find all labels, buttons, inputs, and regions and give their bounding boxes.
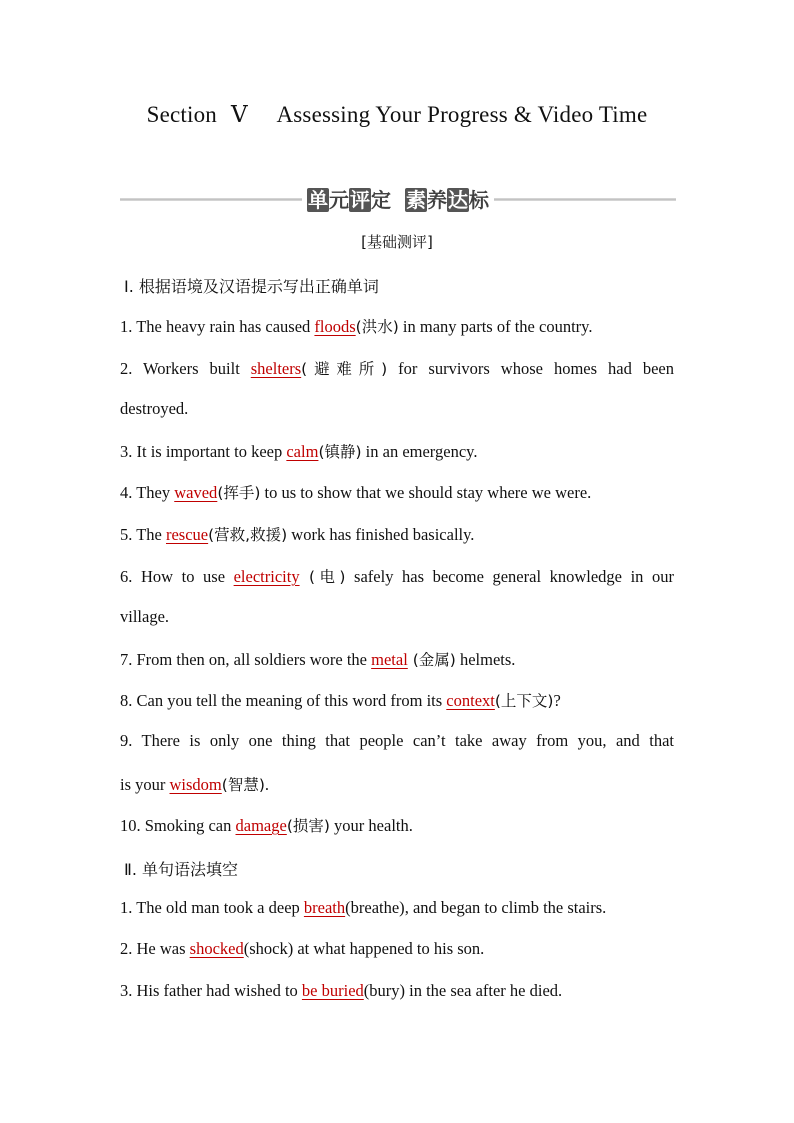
part1-item bbox=[120, 566, 674, 588]
part1-item-continued bbox=[120, 774, 674, 796]
item-text: safely has become general knowledge in our bbox=[345, 567, 674, 586]
part2-item bbox=[120, 938, 674, 960]
banner-char: 达 bbox=[448, 188, 468, 212]
item-text: 5. The bbox=[120, 525, 166, 544]
banner-char: 单 bbox=[308, 188, 328, 212]
item-text: 6. How to use bbox=[120, 567, 234, 586]
answer: be buried bbox=[301, 981, 364, 1000]
item-text: in the sea after he died. bbox=[405, 981, 563, 1000]
item-text: . bbox=[264, 775, 269, 794]
hint: (损害) bbox=[286, 817, 330, 835]
part2-item bbox=[120, 897, 674, 919]
part1-item-continued: village. bbox=[120, 607, 170, 626]
hint: (营救,救援) bbox=[208, 526, 288, 544]
answer: shelters bbox=[250, 359, 302, 378]
part2-item bbox=[120, 980, 674, 1002]
banner-char: 素 bbox=[406, 188, 426, 212]
part1-item-continued: destroyed. bbox=[120, 399, 189, 418]
hint: (bury) bbox=[363, 981, 406, 1000]
item-text: is your bbox=[120, 775, 170, 794]
title-section: Section bbox=[146, 102, 217, 127]
answer: waved bbox=[174, 483, 218, 502]
answer: breath bbox=[303, 898, 346, 917]
answer: calm bbox=[286, 442, 319, 461]
title-text: Assessing Your Progress & Video Time bbox=[276, 102, 648, 127]
banner-char: 元 bbox=[329, 188, 349, 212]
item-text: ? bbox=[553, 691, 561, 710]
hint: (避难所) bbox=[301, 360, 388, 378]
item-text: in many parts of the country. bbox=[398, 317, 593, 336]
banner-char: 评 bbox=[350, 188, 370, 212]
item-text: 1. The old man took a deep bbox=[120, 898, 304, 917]
banner-char: 养 bbox=[427, 188, 447, 212]
banner-char: 定 bbox=[371, 188, 391, 212]
item-text: 2. He was bbox=[120, 939, 190, 958]
answer: damage bbox=[235, 816, 287, 835]
answer: context bbox=[446, 691, 495, 710]
part2-heading: Ⅱ. 单句语法填空 bbox=[124, 860, 239, 879]
part1-item bbox=[120, 441, 674, 463]
item-text: for survivors whose homes had been bbox=[387, 359, 674, 378]
item-text: 1. The heavy rain has caused bbox=[120, 317, 315, 336]
item-text: work has finished basically. bbox=[287, 525, 475, 544]
item-text: 10. Smoking can bbox=[120, 816, 236, 835]
section-banner bbox=[120, 182, 676, 218]
item-text: 3. His father had wished to bbox=[120, 981, 302, 1000]
hint: (shock) bbox=[243, 939, 294, 958]
item-text: 2. Workers built bbox=[120, 359, 251, 378]
part1-item bbox=[120, 358, 674, 380]
banner-char: 标 bbox=[469, 188, 489, 212]
banner-label bbox=[308, 184, 488, 216]
hint: (智慧) bbox=[221, 776, 265, 794]
item-text: to us to show that we should stay where we were. bbox=[260, 483, 592, 502]
item-text: 7. From then on, all soldiers wore the bbox=[120, 650, 372, 669]
answer: wisdom bbox=[169, 775, 222, 794]
item-text: , and began to climb the stairs. bbox=[404, 898, 607, 917]
part1-item bbox=[120, 482, 674, 504]
part1-item bbox=[120, 690, 674, 712]
hint: (电) bbox=[299, 568, 346, 586]
item-text: 8. Can you tell the meaning of this word from its bbox=[120, 691, 447, 710]
part1-item bbox=[120, 815, 674, 837]
part1-item bbox=[120, 524, 674, 546]
answer: floods bbox=[314, 317, 356, 336]
answer: rescue bbox=[165, 525, 209, 544]
item-text: 4. They bbox=[120, 483, 175, 502]
item-text: your health. bbox=[329, 816, 413, 835]
hint: (金属) bbox=[407, 651, 456, 669]
part1-item: 9. There is only one thing that people can’t take away from you, and that bbox=[120, 731, 674, 750]
hint: (上下文) bbox=[494, 692, 554, 710]
title-section-number: Ⅴ bbox=[230, 102, 248, 127]
hint: (镇静) bbox=[318, 443, 362, 461]
answer: metal bbox=[371, 650, 408, 669]
subheading: [基础测评] bbox=[361, 233, 433, 251]
banner-group-b bbox=[405, 188, 489, 212]
banner-rule-left bbox=[120, 198, 302, 201]
banner-group-a bbox=[307, 188, 391, 212]
item-text: at what happened to his son. bbox=[293, 939, 485, 958]
answer: shocked bbox=[189, 939, 244, 958]
item-text: helmets. bbox=[455, 650, 516, 669]
hint: (breathe) bbox=[345, 898, 405, 917]
page-title bbox=[0, 102, 794, 128]
part1-heading: Ⅰ. 根据语境及汉语提示写出正确单词 bbox=[124, 277, 379, 296]
part1-item bbox=[120, 649, 674, 671]
answer: electricity bbox=[233, 567, 300, 586]
banner-rule-right bbox=[494, 198, 676, 201]
part1-item bbox=[120, 316, 674, 338]
hint: (挥手) bbox=[217, 484, 261, 502]
item-text: in an emergency. bbox=[361, 442, 478, 461]
item-text: 3. It is important to keep bbox=[120, 442, 287, 461]
hint: (洪水) bbox=[355, 318, 399, 336]
